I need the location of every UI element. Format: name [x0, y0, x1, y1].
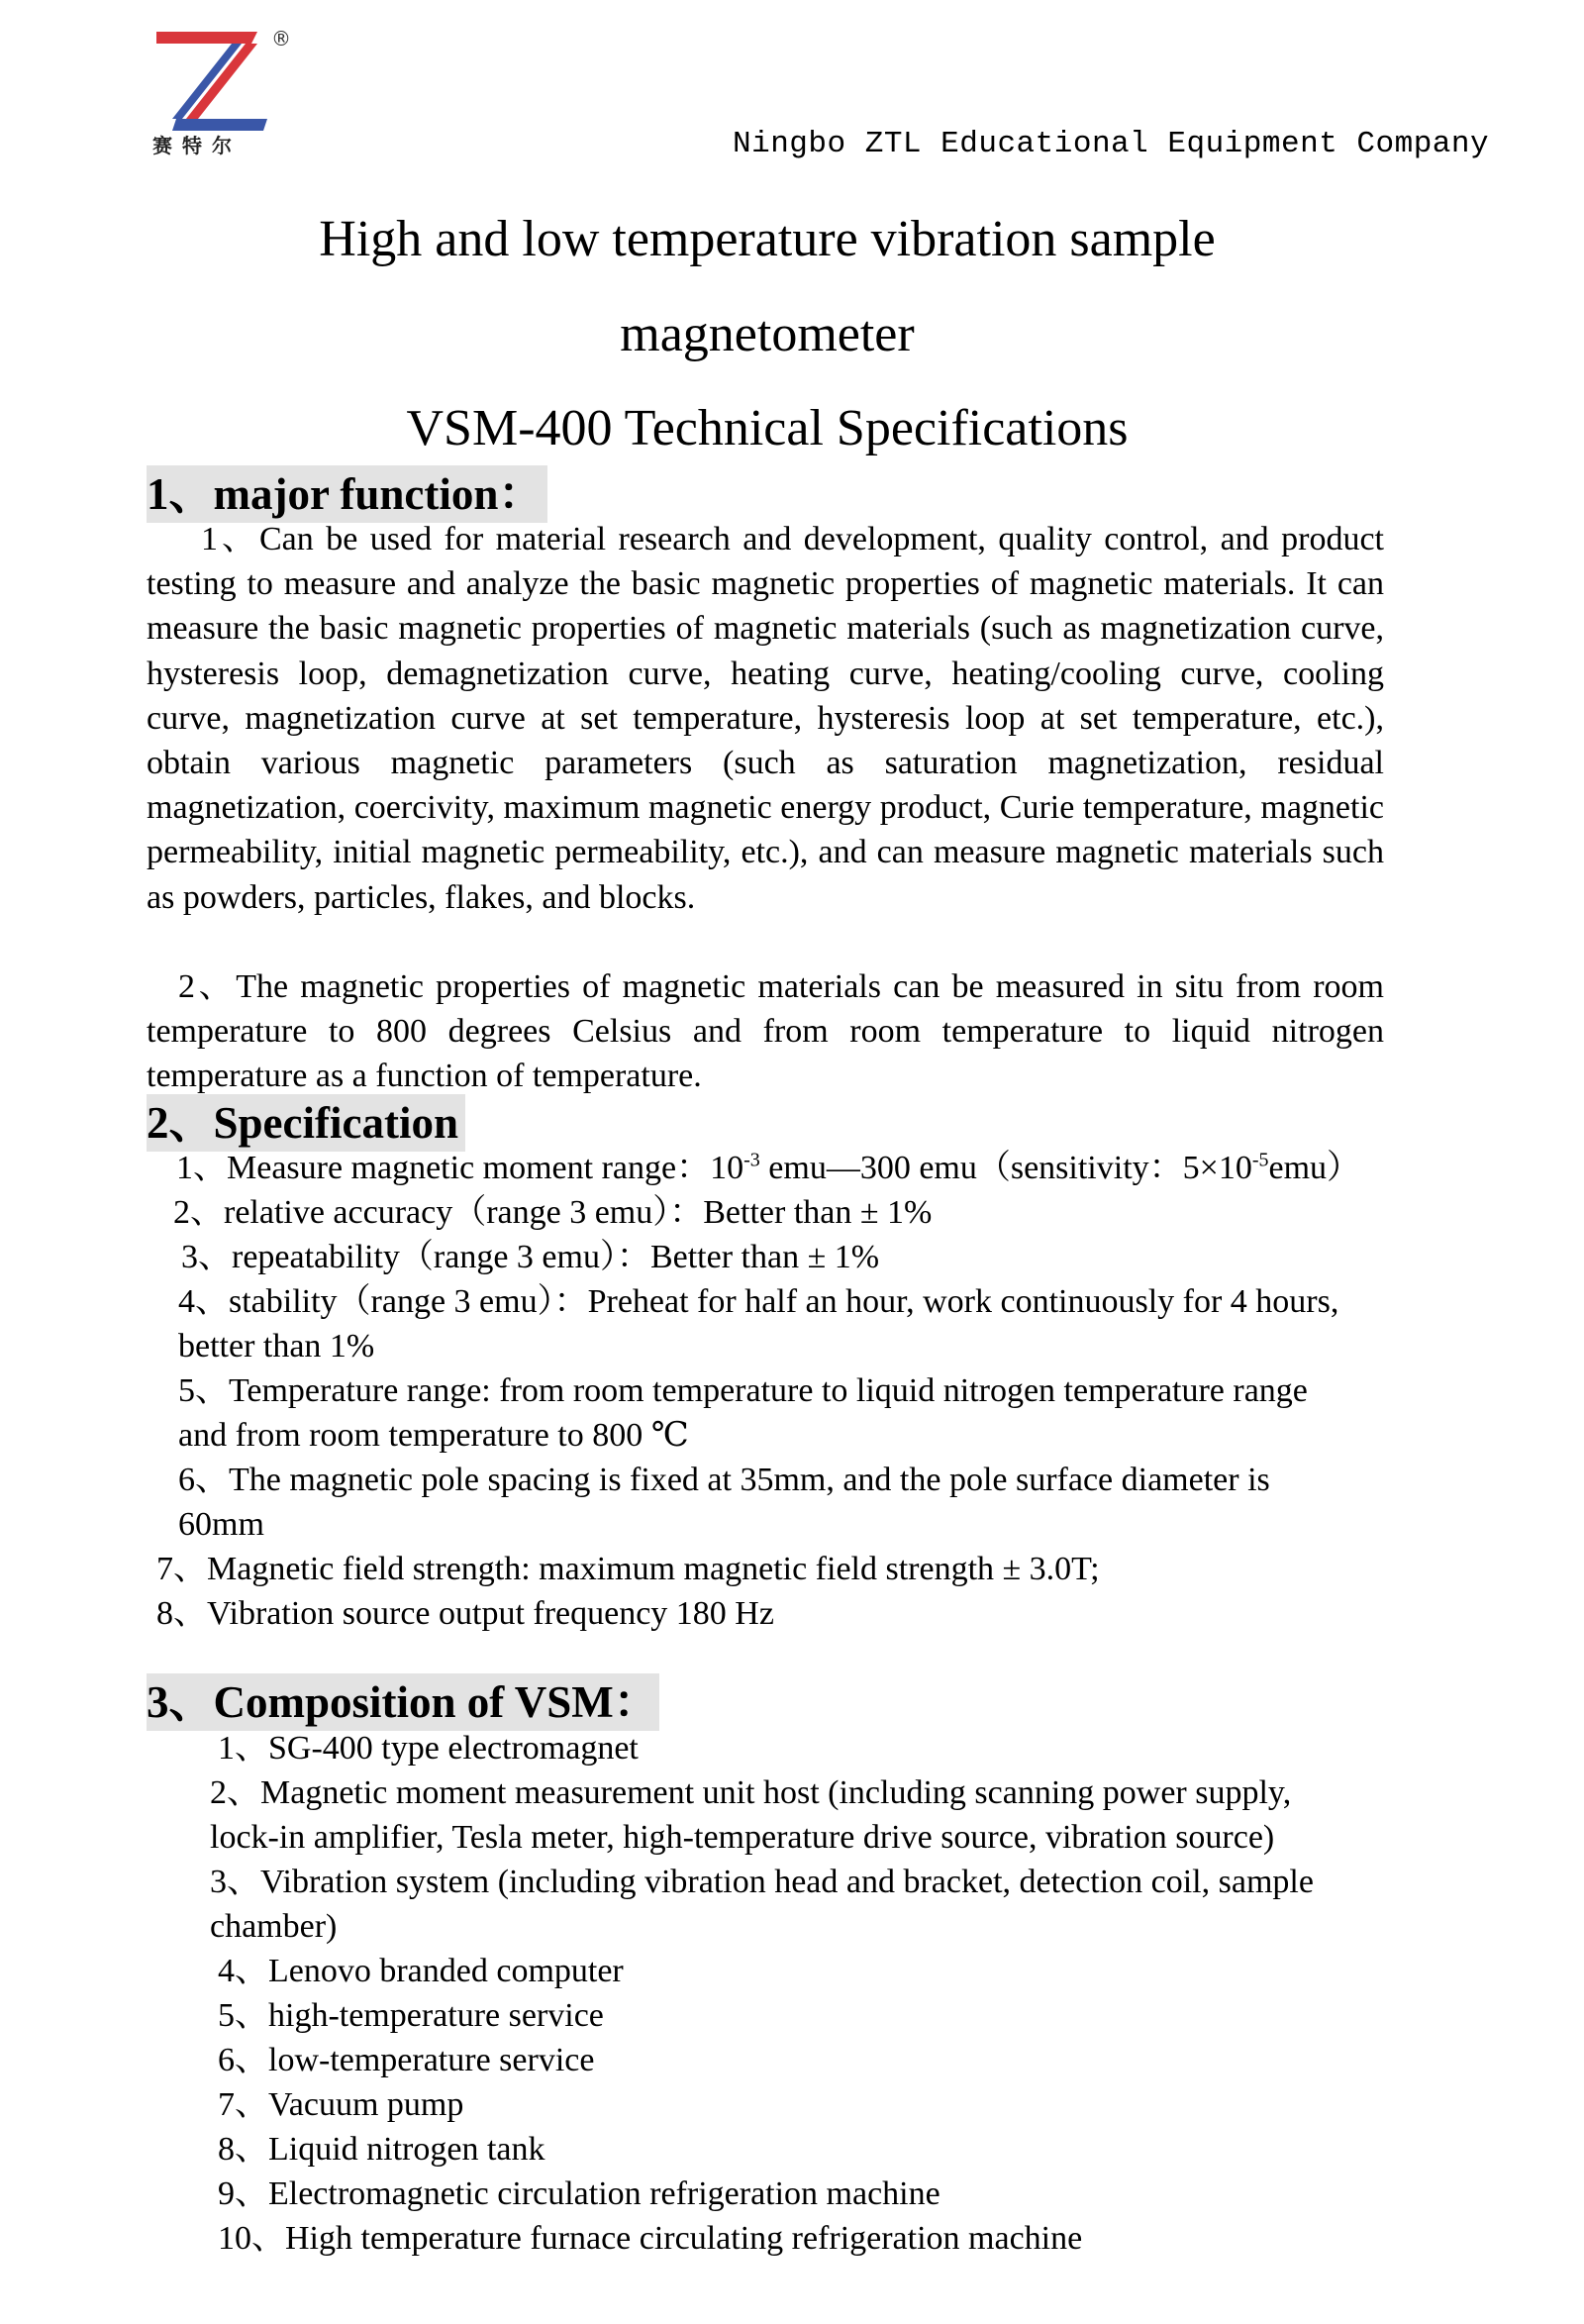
spec-item-5-line1: 5、Temperature range: from room temperature to liquid nitrogen temperature range — [178, 1372, 1308, 1409]
composition-item-6: 6、low-temperature service — [218, 2042, 595, 2078]
composition-item-8: 8、Liquid nitrogen tank — [218, 2131, 545, 2168]
company-name: Ningbo ZTL Educational Equipment Company — [733, 127, 1490, 161]
spec-item-2: 2、relative accuracy（range 3 emu）：Better than ± 1% — [173, 1194, 933, 1231]
ztl-logo-icon — [147, 22, 291, 157]
spec-item-6-line2: 60mm — [178, 1506, 264, 1543]
composition-item-5: 5、high-temperature service — [218, 1997, 604, 2034]
composition-item-10: 10、High temperature furnace circulating refrigeration machine — [218, 2220, 1083, 2257]
spec-item-4-line1: 4、stability（range 3 emu）：Preheat for half an hour, work continuously for 4 hours, — [178, 1283, 1339, 1320]
composition-item-3-line2: chamber) — [210, 1908, 338, 1945]
spec-item-6-line1: 6、The magnetic pole spacing is fixed at 35mm, and the pole surface diameter is — [178, 1462, 1270, 1498]
spec-item-5-line2: and from room temperature to 800 ℃ — [178, 1417, 689, 1454]
spec-item-7: 7、Magnetic field strength: maximum magnetic field strength ± 3.0T; — [156, 1551, 1100, 1587]
composition-item-2-line2: lock-in amplifier, Tesla meter, high-temperature drive source, vibration source) — [210, 1819, 1275, 1856]
section-heading-major-function: 1、major function： — [147, 465, 547, 523]
document-title-line1: High and low temperature vibration sample — [319, 211, 1216, 267]
composition-item-7: 7、Vacuum pump — [218, 2086, 464, 2123]
spec-item-1: 1、Measure magnetic moment range：$10^{-3}$ emu—300 emu（sensitivity：$5\times 10^{-5}emu$） — [176, 1149, 1361, 1186]
spec-item-8: 8、Vibration source output frequency 180 Hz — [156, 1595, 774, 1632]
composition-item-3-line1: 3、Vibration system (including vibration head and bracket, detection coil, sample — [210, 1864, 1314, 1900]
section-heading-specification: 2、Specification — [147, 1094, 465, 1152]
svg-text:赛特尔: 赛特尔 — [152, 134, 242, 157]
composition-item-9: 9、Electromagnetic circulation refrigeration machine — [218, 2175, 940, 2212]
document-title-line2: magnetometer — [620, 306, 915, 362]
company-logo — [147, 22, 291, 157]
paragraph-function-2: 2、The magnetic properties of magnetic materials can be measured in situ from room temperature to 800 degrees Celsius and from room temperature to liquid nitrogen temperature as a function of temperature. — [147, 968, 1384, 1095]
section-heading-composition: 3、Composition of VSM： — [147, 1673, 659, 1731]
svg-text:®: ® — [271, 27, 291, 51]
spec-item-4-line2: better than 1% — [178, 1328, 375, 1364]
paragraph-function-1: 1、Can be used for material research and development, quality control, and product testing to measure and analyze the basic magnetic properties of magnetic materials. It can measure the basic magnetic properties of magnetic materials (such as magnetization curve, hysteresis loop, demagnetization curve, heating curve, heating/cooling curve, cooling curve, magnetization curve at set temperature, hysteresis loop at set temperature, etc.), obtain various magnetic parameters (such as saturation magnetization, residual magnetization, coercivity, maximum magnetic energy product, Curie temperature, magnetic permeability, initial magnetic permeability, etc.), and can measure magnetic materials such as powders, particles, flakes, and blocks. — [147, 521, 1384, 916]
document-title-line3: VSM-400 Technical Specifications — [406, 400, 1129, 456]
spec-item-3: 3、repeatability（range 3 emu）：Better than ± 1% — [181, 1239, 880, 1275]
composition-item-4: 4、Lenovo branded computer — [218, 1953, 624, 1989]
composition-item-2-line1: 2、Magnetic moment measurement unit host (including scanning power supply, — [210, 1774, 1292, 1811]
composition-item-1: 1、SG-400 type electromagnet — [218, 1730, 639, 1767]
